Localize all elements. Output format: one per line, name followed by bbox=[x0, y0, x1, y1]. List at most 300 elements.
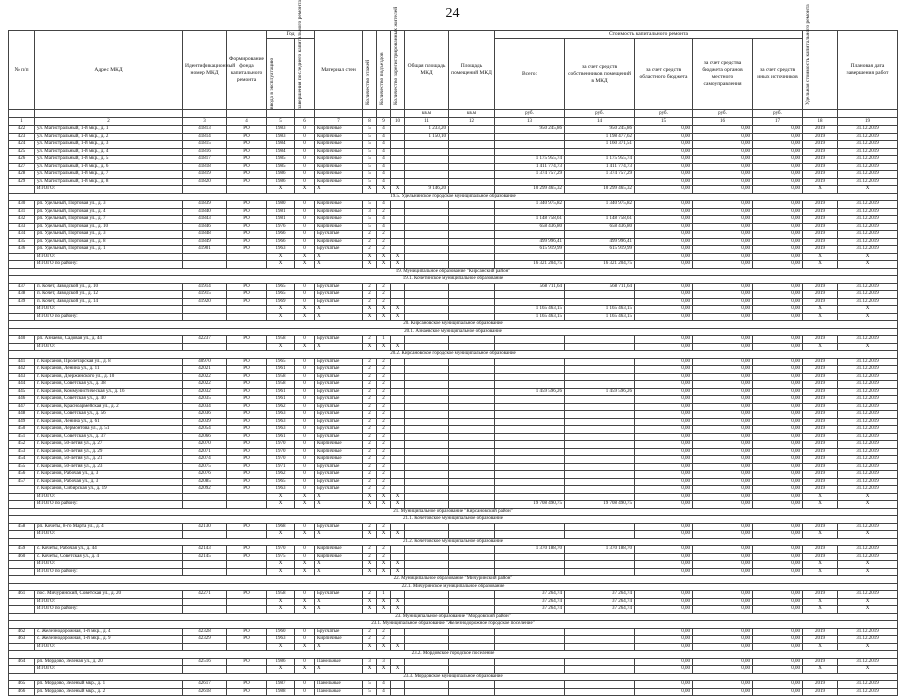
table-cell: рп. Мордово, Зеленая ул., д. 20 bbox=[35, 658, 183, 666]
table-cell: 0 bbox=[295, 366, 315, 374]
table-cell bbox=[391, 291, 405, 299]
table-cell bbox=[495, 478, 565, 486]
table-cell bbox=[449, 688, 495, 696]
table-cell bbox=[565, 553, 635, 561]
table-cell bbox=[405, 493, 449, 501]
table-cell bbox=[495, 493, 565, 501]
table-cell: Кирпичные bbox=[315, 216, 363, 224]
table-cell: г. Кирсанов, Красноармейская ул., д. 2 bbox=[35, 403, 183, 411]
table-cell: 2 bbox=[363, 456, 377, 464]
table-cell bbox=[405, 336, 449, 344]
table-cell: 0,00 bbox=[753, 403, 803, 411]
table-cell: 19 708 490,75 bbox=[495, 501, 565, 509]
table-cell bbox=[391, 148, 405, 156]
table-cell: 5 bbox=[363, 216, 377, 224]
table-cell: 0,00 bbox=[753, 178, 803, 186]
table-cell: 0,00 bbox=[753, 591, 803, 599]
table-cell bbox=[495, 441, 565, 449]
table-cell: 31.12.2019 bbox=[838, 298, 898, 306]
table-cell: РО bbox=[227, 688, 267, 696]
table-cell: 31.12.2019 bbox=[838, 403, 898, 411]
table-cell bbox=[565, 336, 635, 344]
section-title: 23.1. Муниципальное образование "Железнодорожное городское поселение" bbox=[9, 621, 898, 629]
table-cell: 41817 bbox=[183, 156, 227, 164]
table-cell: 5 bbox=[363, 201, 377, 209]
table-cell: 2019 bbox=[803, 223, 838, 231]
table-cell bbox=[405, 553, 449, 561]
table-cell: X bbox=[267, 261, 295, 269]
total-row bbox=[9, 568, 898, 576]
table-cell: 1962 bbox=[267, 403, 295, 411]
table-cell bbox=[405, 261, 449, 269]
table-cell: Брусчатые bbox=[315, 291, 363, 299]
table-cell bbox=[495, 486, 565, 494]
table-cell: 41840 bbox=[183, 208, 227, 216]
table-cell bbox=[227, 501, 267, 509]
table-cell: Брусчатые bbox=[315, 403, 363, 411]
table-cell: 1961 bbox=[267, 366, 295, 374]
table-cell: г. Кирсанов, Пролетарская ул., д. 8 bbox=[35, 358, 183, 366]
total-row bbox=[9, 261, 898, 269]
table-cell: 0,00 bbox=[753, 343, 803, 351]
table-cell bbox=[183, 643, 227, 651]
table-cell: 444 bbox=[9, 381, 35, 389]
table-cell: Брусчатые bbox=[315, 523, 363, 531]
table-cell: 4 bbox=[377, 223, 391, 231]
table-cell: ул. Магистральный, 1-й мкр., д. 7 bbox=[35, 171, 183, 179]
table-cell bbox=[449, 163, 495, 171]
table-row bbox=[9, 156, 898, 164]
table-cell: 441 bbox=[9, 358, 35, 366]
table-cell: 0,00 bbox=[635, 636, 693, 644]
table-cell: X bbox=[363, 501, 377, 509]
table-cell: 0 bbox=[295, 396, 315, 404]
table-cell bbox=[449, 126, 495, 134]
table-cell bbox=[565, 658, 635, 666]
table-cell: РО bbox=[227, 291, 267, 299]
table-cell: 0,00 bbox=[635, 336, 693, 344]
table-cell: 458 bbox=[9, 523, 35, 531]
table-cell: X bbox=[838, 186, 898, 194]
table-cell bbox=[227, 306, 267, 314]
table-cell: 429 bbox=[9, 178, 35, 186]
table-cell: Брусчатые bbox=[315, 336, 363, 344]
table-cell: 31.12.2019 bbox=[838, 358, 898, 366]
table-cell: X bbox=[363, 313, 377, 321]
table-cell bbox=[449, 501, 495, 509]
table-cell bbox=[391, 201, 405, 209]
table-cell bbox=[449, 133, 495, 141]
table-cell: г. Кирсанов, 50-летия ул., д. 21 bbox=[35, 456, 183, 464]
table-cell: 1970 bbox=[267, 546, 295, 554]
table-cell bbox=[565, 628, 635, 636]
table-cell: 1961 bbox=[267, 396, 295, 404]
table-row bbox=[9, 456, 898, 464]
table-cell: 2 bbox=[363, 418, 377, 426]
table-cell: г. Кирсанов, Советская ул., д. 40 bbox=[35, 396, 183, 404]
table-cell bbox=[9, 493, 35, 501]
table-cell: 0,00 bbox=[635, 223, 693, 231]
header-year-last-repair bbox=[295, 0, 315, 110]
table-cell: 5 bbox=[363, 163, 377, 171]
table-cell: X bbox=[295, 261, 315, 269]
table-cell bbox=[565, 643, 635, 651]
table-cell: X bbox=[295, 186, 315, 194]
table-cell: 1986 bbox=[267, 171, 295, 179]
table-cell bbox=[449, 358, 495, 366]
table-cell: 31.12.2019 bbox=[838, 463, 898, 471]
table-cell: 0 bbox=[295, 433, 315, 441]
table-cell: 2019 bbox=[803, 471, 838, 479]
table-cell: РО bbox=[227, 546, 267, 554]
table-cell: 2019 bbox=[803, 448, 838, 456]
table-row bbox=[9, 591, 898, 599]
table-cell: 37 264,74 bbox=[565, 598, 635, 606]
table-row bbox=[9, 636, 898, 644]
table-cell: РО bbox=[227, 433, 267, 441]
table-cell: 0 bbox=[295, 231, 315, 239]
table-cell: г. Кирсанов, Советская ул., д. 56 bbox=[35, 411, 183, 419]
table-cell: 443 bbox=[9, 373, 35, 381]
table-cell: 2 bbox=[363, 283, 377, 291]
table-cell bbox=[391, 681, 405, 689]
table-cell: 0 bbox=[295, 411, 315, 419]
table-cell bbox=[183, 561, 227, 569]
table-cell bbox=[495, 561, 565, 569]
table-cell: X bbox=[377, 568, 391, 576]
table-cell: 2019 bbox=[803, 238, 838, 246]
table-cell: 37 264,74 bbox=[565, 606, 635, 614]
table-cell bbox=[565, 433, 635, 441]
table-cell: 0,00 bbox=[753, 298, 803, 306]
table-cell: 0,00 bbox=[693, 591, 753, 599]
table-cell: 0,00 bbox=[753, 163, 803, 171]
table-row bbox=[9, 471, 898, 479]
table-cell: 433 bbox=[9, 223, 35, 231]
table-cell bbox=[405, 366, 449, 374]
table-cell: 0,00 bbox=[693, 523, 753, 531]
table-cell bbox=[449, 441, 495, 449]
table-cell: X bbox=[295, 531, 315, 539]
table-cell: 1 459 596,26 bbox=[565, 388, 635, 396]
table-cell: 0,00 bbox=[693, 388, 753, 396]
table-cell: 2019 bbox=[803, 388, 838, 396]
table-cell: РО bbox=[227, 681, 267, 689]
table-cell bbox=[565, 396, 635, 404]
table-cell: X bbox=[295, 598, 315, 606]
table-cell: 0,00 bbox=[635, 403, 693, 411]
total-row bbox=[9, 493, 898, 501]
table-cell bbox=[565, 178, 635, 186]
table-cell: 2 bbox=[377, 546, 391, 554]
table-cell: 0,00 bbox=[635, 666, 693, 674]
section-title: 19.1. Кочетинское муниципальное образование bbox=[9, 276, 898, 284]
table-cell: 10 299 465,32 bbox=[565, 186, 635, 194]
table-cell: X bbox=[315, 343, 363, 351]
table-cell: Кирпичные bbox=[315, 126, 363, 134]
table-cell bbox=[183, 343, 227, 351]
table-cell: 0,00 bbox=[635, 291, 693, 299]
table-cell bbox=[227, 253, 267, 261]
table-cell bbox=[495, 643, 565, 651]
table-cell: 0 bbox=[295, 201, 315, 209]
table-row bbox=[9, 388, 898, 396]
table-cell bbox=[449, 636, 495, 644]
table-cell: 2 bbox=[363, 628, 377, 636]
table-cell: 0,00 bbox=[635, 568, 693, 576]
table-cell: 0,00 bbox=[635, 208, 693, 216]
table-cell bbox=[9, 306, 35, 314]
table-cell: 0,00 bbox=[753, 478, 803, 486]
table-cell: 0,00 bbox=[753, 396, 803, 404]
table-cell: 0 bbox=[295, 463, 315, 471]
table-cell: 0,00 bbox=[635, 171, 693, 179]
table-cell: РО bbox=[227, 478, 267, 486]
table-cell: 0,00 bbox=[753, 433, 803, 441]
header-total-cost: Всего: bbox=[495, 39, 565, 110]
table-cell bbox=[495, 666, 565, 674]
table-cell bbox=[9, 606, 35, 614]
header-residents-text: Количество зарегистрированных жителей bbox=[393, 6, 399, 105]
table-cell: 2019 bbox=[803, 433, 838, 441]
table-cell: X bbox=[363, 666, 377, 674]
table-cell: X bbox=[295, 306, 315, 314]
table-cell: 0,00 bbox=[753, 546, 803, 554]
table-cell: 0,00 bbox=[753, 133, 803, 141]
table-cell: РО bbox=[227, 523, 267, 531]
table-cell bbox=[405, 568, 449, 576]
table-cell: 0,00 bbox=[753, 501, 803, 509]
table-cell: рп. Удельный, Портовая ул., д. 4 bbox=[35, 208, 183, 216]
table-cell: с. Железнодорожная, 1-й мкр., д. 4 bbox=[35, 628, 183, 636]
table-row bbox=[9, 426, 898, 434]
section-header-row bbox=[9, 321, 898, 329]
table-cell: 0,00 bbox=[635, 531, 693, 539]
table-cell bbox=[449, 426, 495, 434]
table-cell: Брусчатые bbox=[315, 433, 363, 441]
table-cell: 31.12.2019 bbox=[838, 688, 898, 696]
table-cell: 1963 bbox=[267, 418, 295, 426]
table-cell: ИТОГО: bbox=[35, 561, 183, 569]
table-cell: 2 bbox=[377, 478, 391, 486]
table-cell: X bbox=[803, 306, 838, 314]
table-cell: Брусчатые bbox=[315, 426, 363, 434]
table-cell: X bbox=[267, 606, 295, 614]
table-cell: X bbox=[391, 531, 405, 539]
table-cell bbox=[405, 141, 449, 149]
table-cell: 2 bbox=[363, 546, 377, 554]
table-cell: 31.12.2019 bbox=[838, 246, 898, 254]
table-cell: X bbox=[377, 306, 391, 314]
table-cell: 31.12.2019 bbox=[838, 231, 898, 239]
section-title: 22.1. Мичуринское муниципальное образование bbox=[9, 583, 898, 591]
table-cell bbox=[449, 261, 495, 269]
table-cell bbox=[449, 366, 495, 374]
table-cell bbox=[391, 381, 405, 389]
table-cell bbox=[405, 523, 449, 531]
table-cell: 31.12.2019 bbox=[838, 553, 898, 561]
table-cell: 0,00 bbox=[753, 373, 803, 381]
table-cell bbox=[227, 261, 267, 269]
table-cell: 0,00 bbox=[693, 418, 753, 426]
table-cell: 0 bbox=[295, 478, 315, 486]
total-row bbox=[9, 643, 898, 651]
table-cell: 5 bbox=[363, 126, 377, 134]
table-cell: 2019 bbox=[803, 201, 838, 209]
table-cell: Панельные bbox=[315, 681, 363, 689]
table-cell: 41819 bbox=[183, 171, 227, 179]
table-cell: 0 bbox=[295, 688, 315, 696]
table-cell: РО bbox=[227, 373, 267, 381]
table-cell bbox=[449, 306, 495, 314]
table-cell: 2019 bbox=[803, 246, 838, 254]
table-cell: РО bbox=[227, 336, 267, 344]
table-cell: 1 340 975,82 bbox=[495, 201, 565, 209]
table-cell: 1 165 463,15 bbox=[565, 313, 635, 321]
table-cell: 1 175 955,74 bbox=[495, 156, 565, 164]
table-cell: 0,00 bbox=[635, 523, 693, 531]
table-cell: X bbox=[363, 261, 377, 269]
table-cell bbox=[9, 501, 35, 509]
table-cell: X bbox=[315, 666, 363, 674]
table-cell: 1965 bbox=[267, 283, 295, 291]
table-cell: X bbox=[363, 606, 377, 614]
section-header-row bbox=[9, 651, 898, 659]
table-cell: г. Кирсанов, Ленина ул., д. 11 bbox=[35, 366, 183, 374]
table-cell: 0,00 bbox=[635, 381, 693, 389]
table-cell: X bbox=[267, 493, 295, 501]
section-header-row bbox=[9, 508, 898, 516]
total-row bbox=[9, 666, 898, 674]
table-cell bbox=[495, 343, 565, 351]
table-cell: 1963 bbox=[267, 636, 295, 644]
table-cell bbox=[183, 253, 227, 261]
table-cell: 0,00 bbox=[693, 178, 753, 186]
header-regional: за счет средств областного бюджета bbox=[635, 39, 693, 110]
table-cell bbox=[9, 643, 35, 651]
table-cell bbox=[405, 606, 449, 614]
table-cell: 0,00 bbox=[693, 441, 753, 449]
table-cell: Кирпичные bbox=[315, 456, 363, 464]
table-cell: 31.12.2019 bbox=[838, 141, 898, 149]
header-unit-cost bbox=[803, 4, 838, 110]
table-cell: 31.12.2019 bbox=[838, 658, 898, 666]
section-header-row bbox=[9, 516, 898, 524]
column-number: 16 bbox=[693, 118, 753, 126]
table-cell: 4 bbox=[377, 156, 391, 164]
table-cell bbox=[391, 658, 405, 666]
table-cell: X bbox=[838, 643, 898, 651]
table-cell: 0,00 bbox=[635, 201, 693, 209]
table-cell: 0,00 bbox=[693, 343, 753, 351]
table-cell: X bbox=[803, 598, 838, 606]
table-cell: X bbox=[315, 313, 363, 321]
table-cell: X bbox=[391, 561, 405, 569]
table-cell: X bbox=[803, 493, 838, 501]
table-cell: 4 bbox=[377, 178, 391, 186]
table-cell: 41839 bbox=[183, 201, 227, 209]
table-row bbox=[9, 688, 898, 696]
table-cell: 19 708 490,75 bbox=[565, 501, 635, 509]
table-cell: X bbox=[838, 531, 898, 539]
table-row bbox=[9, 411, 898, 419]
header-number: № п/п bbox=[9, 31, 35, 110]
table-cell bbox=[565, 486, 635, 494]
table-cell: X bbox=[391, 306, 405, 314]
table-cell: 1966 bbox=[267, 238, 295, 246]
table-cell: 42034 bbox=[183, 403, 227, 411]
table-cell: 0,00 bbox=[635, 261, 693, 269]
table-cell: 464 bbox=[9, 658, 35, 666]
table-cell: 0,00 bbox=[635, 126, 693, 134]
table-cell: 0,00 bbox=[635, 546, 693, 554]
table-cell: 31.12.2019 bbox=[838, 291, 898, 299]
table-cell: 2 bbox=[363, 478, 377, 486]
table-cell: 0,00 bbox=[693, 358, 753, 366]
table-cell: 31.12.2019 bbox=[838, 471, 898, 479]
table-cell bbox=[183, 186, 227, 194]
table-cell: 42035 bbox=[183, 396, 227, 404]
table-cell: 0,00 bbox=[635, 478, 693, 486]
table-cell: РО bbox=[227, 178, 267, 186]
table-cell: X bbox=[363, 598, 377, 606]
table-cell: 2019 bbox=[803, 381, 838, 389]
total-row bbox=[9, 186, 898, 194]
table-cell: X bbox=[363, 343, 377, 351]
table-cell: 0,00 bbox=[693, 403, 753, 411]
table-cell: 2019 bbox=[803, 553, 838, 561]
table-cell: 0 bbox=[295, 418, 315, 426]
table-cell: 2 bbox=[363, 336, 377, 344]
table-cell: Кирпичные bbox=[315, 441, 363, 449]
table-cell: РО bbox=[227, 141, 267, 149]
table-cell: 1 bbox=[377, 591, 391, 599]
table-cell: 2019 bbox=[803, 486, 838, 494]
table-cell: Кирпичные bbox=[315, 156, 363, 164]
table-cell bbox=[565, 471, 635, 479]
table-cell: 0,00 bbox=[693, 231, 753, 239]
table-cell bbox=[449, 373, 495, 381]
table-cell: Кирпичные bbox=[315, 238, 363, 246]
table-cell bbox=[449, 546, 495, 554]
table-cell: 42617 bbox=[183, 681, 227, 689]
section-title: 21.1. Кочетовское муниципальное образование bbox=[9, 516, 898, 524]
table-cell bbox=[449, 156, 495, 164]
table-cell bbox=[565, 208, 635, 216]
table-cell bbox=[495, 291, 565, 299]
table-cell: 499 996,41 bbox=[565, 238, 635, 246]
table-cell bbox=[391, 133, 405, 141]
section-title: 20. Кирсановское муниципальное образование bbox=[9, 321, 898, 329]
table-cell bbox=[449, 606, 495, 614]
unit-other: руб. bbox=[753, 110, 803, 118]
table-cell: 42076 bbox=[183, 471, 227, 479]
table-cell: 438 bbox=[9, 291, 35, 299]
table-cell: 0,00 bbox=[753, 261, 803, 269]
table-cell bbox=[405, 148, 449, 156]
table-cell: 0 bbox=[295, 336, 315, 344]
table-cell bbox=[495, 553, 565, 561]
table-cell bbox=[405, 373, 449, 381]
table-cell: X bbox=[838, 598, 898, 606]
table-cell: X bbox=[377, 643, 391, 651]
table-cell: 1 340 975,82 bbox=[565, 201, 635, 209]
table-cell: 31.12.2019 bbox=[838, 478, 898, 486]
column-number: 9 bbox=[377, 118, 391, 126]
table-cell: X bbox=[295, 493, 315, 501]
table-cell: X bbox=[377, 253, 391, 261]
table-cell: РО bbox=[227, 246, 267, 254]
